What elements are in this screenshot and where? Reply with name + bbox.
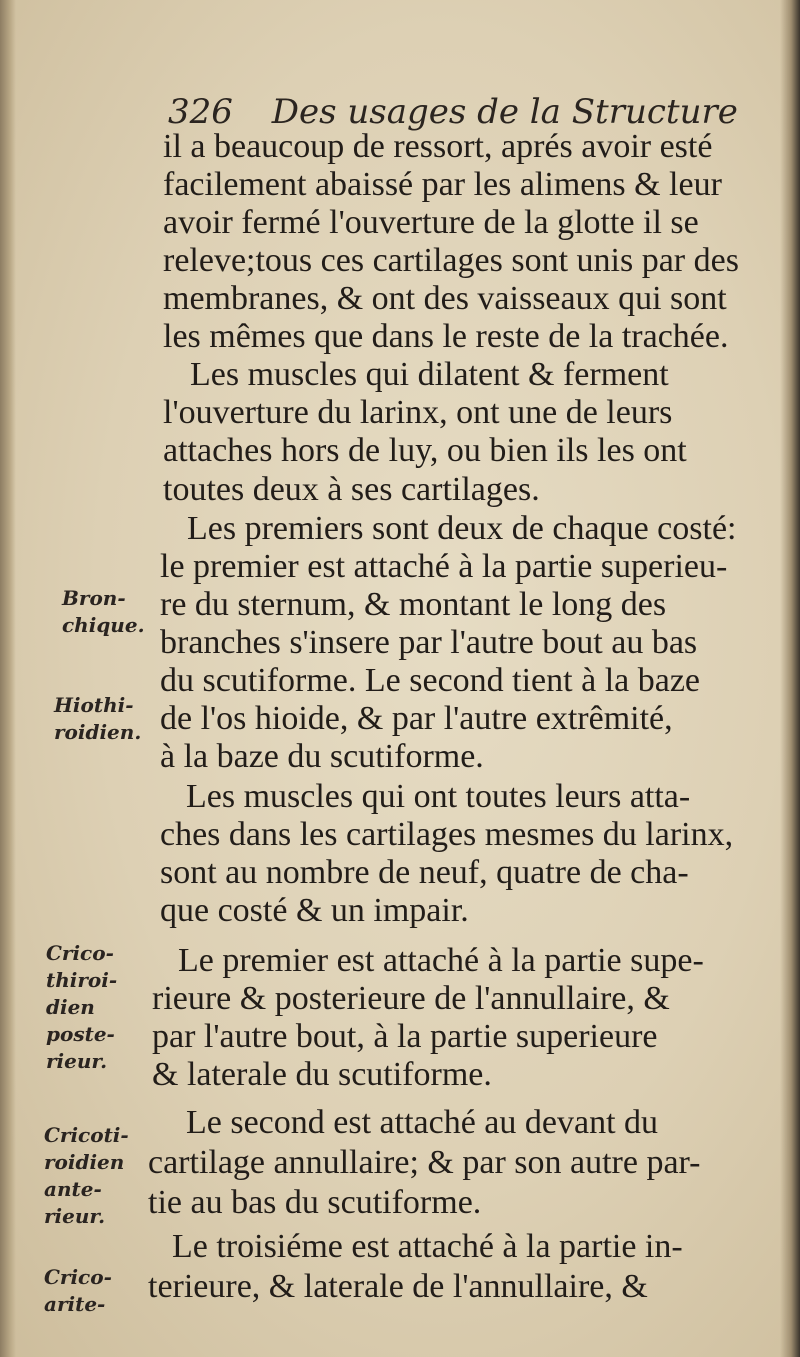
running-header [168,92,738,132]
margin-note: Cricoti- roidien ante- rieur. [44,1123,129,1228]
text-line: Le troisiéme est attaché à la partie in- [172,1228,683,1265]
text-line: & laterale du scutiforme. [152,1056,492,1093]
text-line: Le premier est attaché à la partie supe- [178,942,704,979]
text-line: le premier est attaché à la partie superieu- [160,548,728,585]
text-line: ches dans les cartilages mesmes du larinx, [160,816,734,853]
text-line: toutes deux à ses cartilages. [163,471,540,508]
text-line: avoir fermé l'ouverture de la glotte il se [163,204,699,241]
text-line: du scutiforme. Le second tient à la baze [160,662,700,699]
text-line: à la baze du scutiforme. [160,738,484,775]
margin-note: Hiothi- roidien. [54,693,142,744]
text-line: releve;tous ces cartilages sont unis par des [163,242,739,279]
text-line: que costé & un impair. [160,892,469,929]
text-line: branches s'insere par l'autre bout au bas [160,624,698,661]
page-number: 326 [168,92,233,132]
text-line: il a beaucoup de ressort, aprés avoir esté [163,128,713,165]
page-right-edge [780,0,800,1357]
text-line: facilement abaissé par les alimens & leur [163,166,722,203]
margin-note: Crico- thiroi- dien poste- rieur. [46,941,118,1073]
text-line: sont au nombre de neuf, quatre de cha- [160,854,689,891]
text-line: tie au bas du scutiforme. [148,1184,482,1221]
margin-note: Bron- chique. [62,586,145,637]
text-line: rieure & posterieure de l'annullaire, & [152,980,670,1017]
text-line: re du sternum, & montant le long des [160,586,667,623]
text-line: de l'os hioide, & par l'autre extrêmité, [160,700,673,737]
text-line: terieure, & laterale de l'annullaire, & [148,1268,648,1305]
text-line: Les premiers sont deux de chaque costé: [187,510,737,547]
text-line: membranes, & ont des vaisseaux qui sont [163,280,727,317]
text-line: Le second est attaché au devant du [186,1104,659,1141]
text-line: attaches hors de luy, ou bien ils les ont [163,432,687,469]
text-line: cartilage annullaire; & par son autre par- [148,1144,701,1181]
text-line: par l'autre bout, à la partie superieure [152,1018,658,1055]
text-line: l'ouverture du larinx, ont une de leurs [163,394,673,431]
page-left-edge [0,0,16,1357]
text-line: Les muscles qui dilatent & ferment [190,356,669,393]
text-line: les mêmes que dans le reste de la trachée. [163,318,729,355]
running-title: Des usages de la Structure [271,92,738,132]
text-line: Les muscles qui ont toutes leurs atta- [186,778,691,815]
margin-note: Crico- arite- [44,1265,112,1316]
